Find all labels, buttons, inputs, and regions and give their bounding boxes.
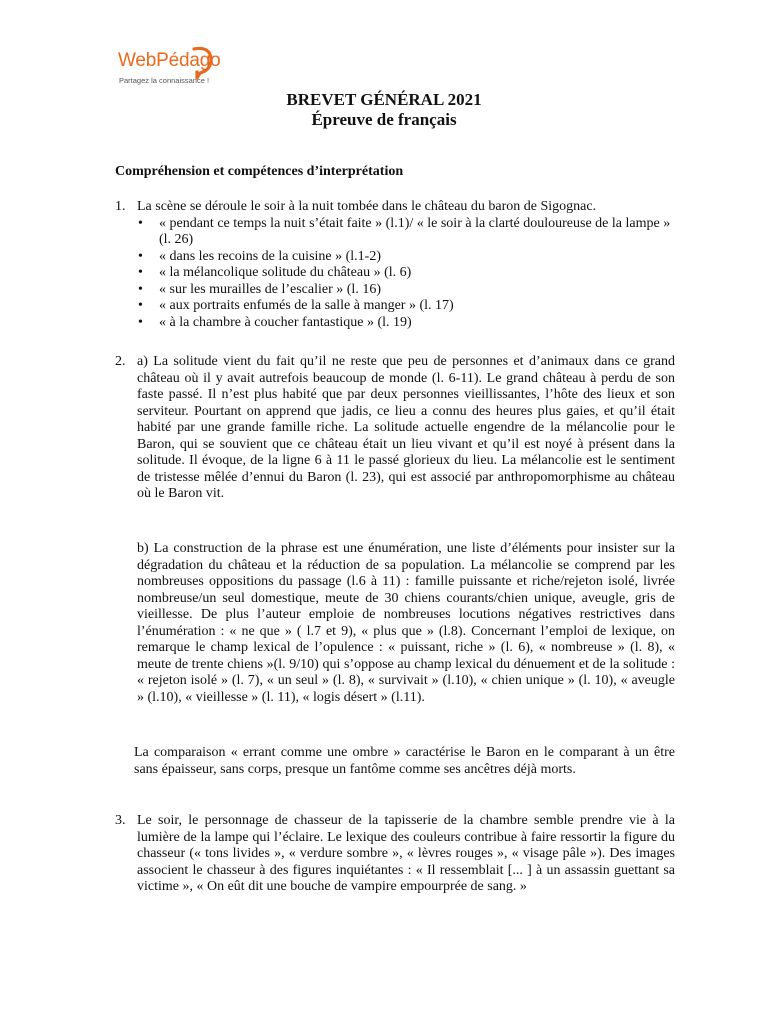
webpedago-logo xyxy=(118,46,221,88)
exam-subtitle: Épreuve de français xyxy=(311,110,457,129)
answer-1-intro: La scène se déroule le soir à la nuit tombée dans le château du baron de Sigognac. xyxy=(137,199,597,214)
quote-list xyxy=(137,216,675,332)
answer-2b-end: La comparaison « errant comme une ombre » caractérise le Baron en le comparant à un être sans épaisseur, sans corps, presque un fantôme comme ses ancêtres déjà morts. xyxy=(134,745,675,777)
list-item: • « sur les murailles de l’escalier » (l. 16) xyxy=(137,282,675,299)
list-item: • « aux portraits enfumés de la salle à manger » (l. 17) xyxy=(137,298,675,315)
answer-2b-block xyxy=(137,541,675,706)
list-item: • « dans les recoins de la cuisine » (l.1-2) xyxy=(137,249,675,266)
answer-3 xyxy=(137,813,675,896)
answer-2 xyxy=(137,354,675,503)
section-heading: Compréhension et compétences d’interprétation xyxy=(115,164,404,179)
question-number: 1. xyxy=(115,199,126,214)
question-number: 2. xyxy=(115,354,126,369)
exam-title: BREVET GÉNÉRAL 2021 xyxy=(286,90,482,109)
answer-3-text: Le soir, le personnage de chasseur de la tapisserie de la chambre semble prendre vie à la lumière de la lampe qui l’éclaire. Le lexique des couleurs contribue à faire ressortir la figure du chasseur (« tons livides », « verdure sombre », « lèvres rouges », « visage pâle »). Des images associent le chasseur à des figures inquiétantes : « Il ressemblait [... ] à un assassin guettant sa victime », « On eût dit une bouche de vampire empourprée de sang. » xyxy=(137,813,675,894)
answer-2b-end-block xyxy=(134,745,675,778)
list-item: • « à la chambre à coucher fantastique » (l. 19) xyxy=(137,315,675,332)
list-item: • « la mélancolique solitude du château » (l. 6) xyxy=(137,265,675,282)
logo-name: WebPédago xyxy=(118,50,221,71)
answer-1 xyxy=(137,199,675,331)
question-number: 3. xyxy=(115,813,126,828)
logo-tagline: Partagez la connaissance ! xyxy=(119,76,210,85)
speech-bubble-icon xyxy=(188,46,216,80)
list-item: • « pendant ce temps la nuit s’était faite » (l.1)/ « le soir à la clarté douloureuse de la lampe » (l. 26) xyxy=(137,216,675,249)
answer-2a: a) La solitude vient du fait qu’il ne reste que peu de personnes et d’animaux dans ce grand château où il y avait autrefois beaucoup de monde (l. 6-11). Le grand château à perdu de son faste passé. Il n’est plus habité que par deux personnes vieillissantes, l’hôte des lieux et son serviteur. Pourtant on apprend que jadis, ce lieu a connu des heures plus gaies, et qu’il était habité par une grande famille riche. La solitude actuelle engendre de la mélancolie pour le Baron, qui se souvient que ce château était un lieu vivant et qu’il est noyé à présent dans la solitude. Il évoque, de la ligne 6 à 11 le passé glorieux du lieu. La mélancolie est le sentiment de tristesse mêlée d’ennui du Baron (l. 23), qui est associé par anthropomorphisme au château où le Baron vit. xyxy=(137,354,675,501)
answer-2b: b) La construction de la phrase est une énumération, une liste d’éléments pour insister sur la dégradation du château et la réduction de sa population. La mélancolie se comprend par les nombreuses oppositions du passage (l.6 à 11) : famille puissante et riche/rejeton isolé, livrée nombreuse/un seul domestique, meute de 30 chiens courants/chien unique, aveugle, gris de vieillesse. De plus l’auteur emploie de nombreuses locutions négatives restrictives dans l’énumération : « ne que » ( l.7 et 9), « plus que » (l.8). Concernant l’emploi de lexique, on remarque le champ lexical de l’opulence : « puissant, riche » (l. 6), « nombreuse » (l. 8), « meute de trente chiens »(l. 9/10) qui s’oppose au champ lexical du dénuement et de la solitude : « rejeton isolé » (l. 7), « un seul » (l. 8), « survivait » (l.10), « chien unique » (l. 10), « aveugle » (l.10), « vieillesse » (l. 11), « logis désert » (l.11). xyxy=(137,541,675,705)
